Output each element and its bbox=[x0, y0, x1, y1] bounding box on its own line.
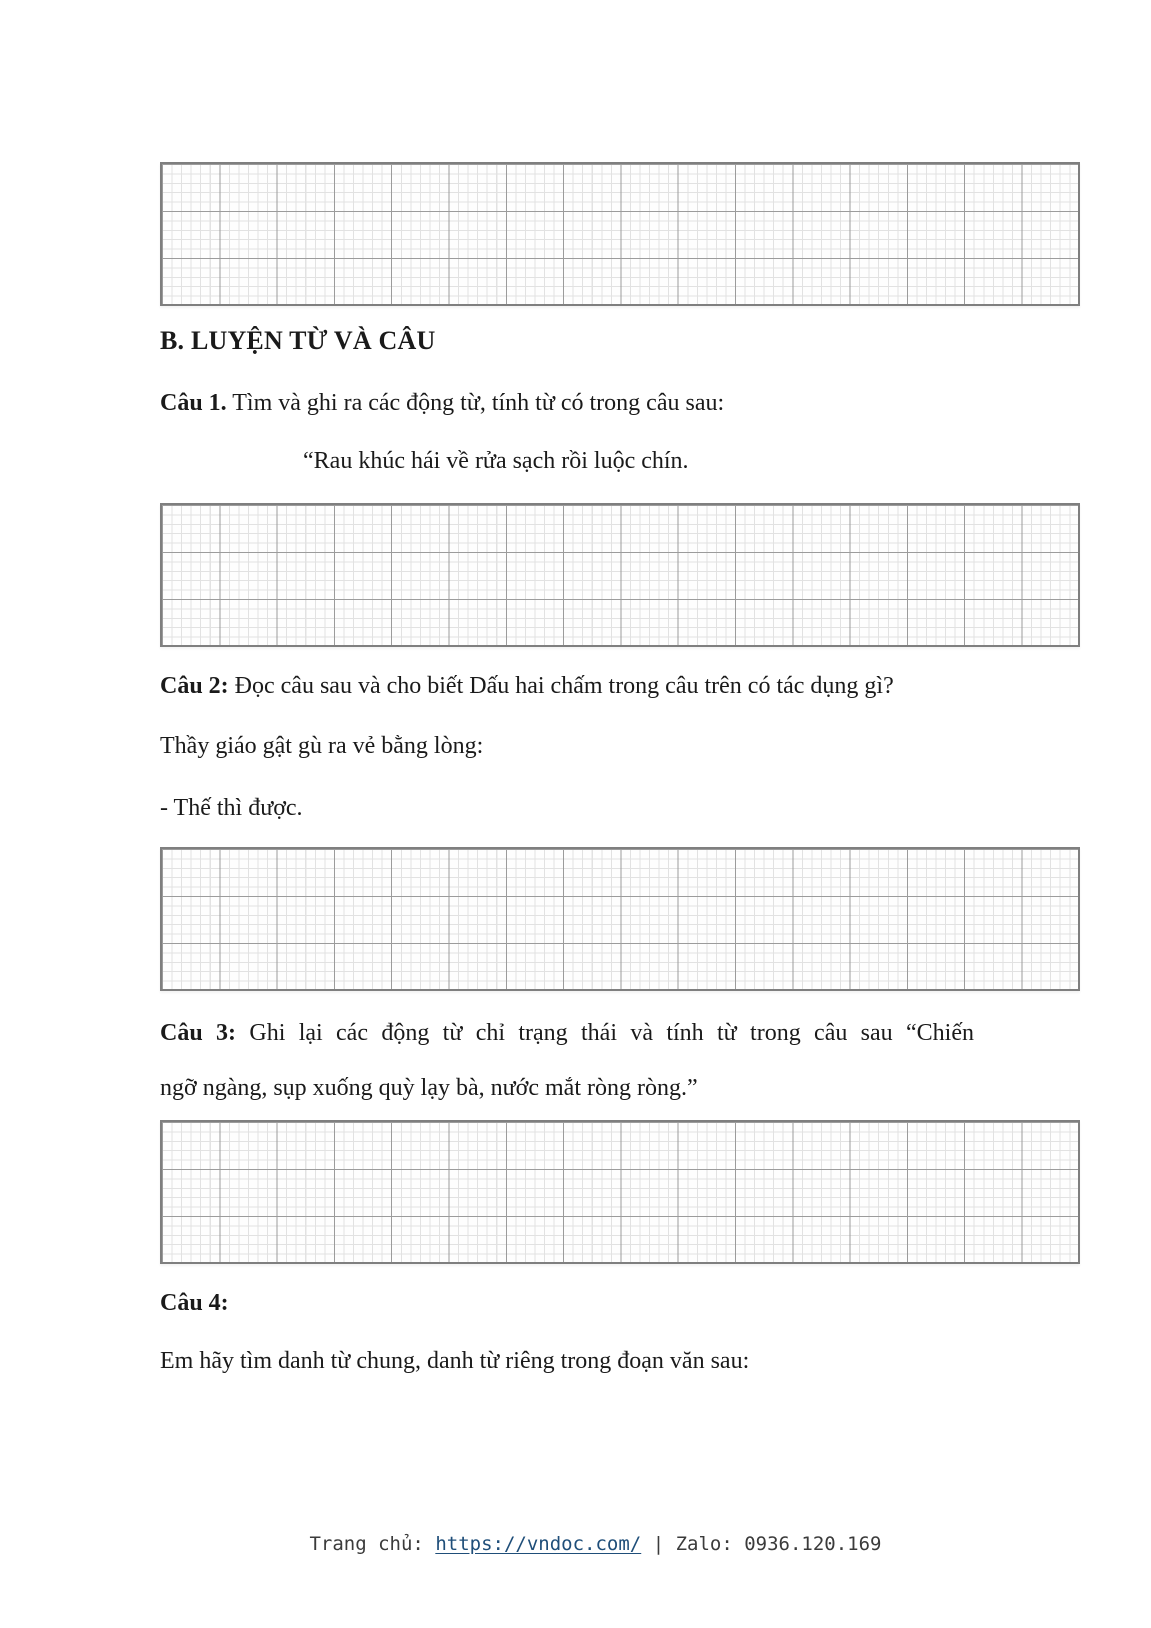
question-1-quote: “Rau khúc hái về rửa sạch rồi luộc chín. bbox=[303, 448, 689, 474]
page-footer bbox=[20, 1533, 1151, 1555]
question-3 bbox=[160, 1018, 974, 1048]
question-3-text-line2: ngỡ ngàng, sụp xuống quỳ lạy bà, nước mắt ròng ròng.” bbox=[160, 1075, 698, 1101]
question-1-label: Câu 1. bbox=[160, 390, 227, 416]
question-1-text: Tìm và ghi ra các động từ, tính từ có trong câu sau: bbox=[226, 390, 725, 416]
question-2-sentence: Thầy giáo gật gù ra vẻ bằng lòng: bbox=[160, 733, 484, 759]
answer-grid-2 bbox=[160, 503, 1080, 647]
question-2-label: Câu 2: bbox=[160, 673, 229, 699]
footer-home-link[interactable]: https://vndoc.com/ bbox=[435, 1533, 642, 1555]
answer-grid-1 bbox=[160, 162, 1080, 306]
section-heading: B. LUYỆN TỪ VÀ CÂU bbox=[160, 326, 436, 355]
question-3-label: Câu 3: bbox=[160, 1020, 237, 1046]
question-2 bbox=[160, 671, 894, 701]
answer-grid-4 bbox=[160, 1120, 1080, 1264]
question-4-text: Em hãy tìm danh từ chung, danh từ riêng trong đoạn văn sau: bbox=[160, 1348, 750, 1374]
footer-home-label: Trang chủ: bbox=[309, 1533, 424, 1555]
answer-grid-3 bbox=[160, 847, 1080, 991]
question-2-answer-line: - Thế thì được. bbox=[160, 795, 303, 821]
footer-separator: | bbox=[652, 1533, 665, 1555]
question-3-text-line1: Ghi lại các động từ chỉ trạng thái và tính từ trong câu sau “Chiến bbox=[236, 1020, 975, 1046]
question-2-text: Đọc câu sau và cho biết Dấu hai chấm trong câu trên có tác dụng gì? bbox=[228, 673, 894, 699]
question-1 bbox=[160, 388, 724, 418]
footer-zalo-number: Zalo: 0936.120.169 bbox=[675, 1533, 882, 1555]
question-4-label: Câu 4: bbox=[160, 1290, 229, 1316]
